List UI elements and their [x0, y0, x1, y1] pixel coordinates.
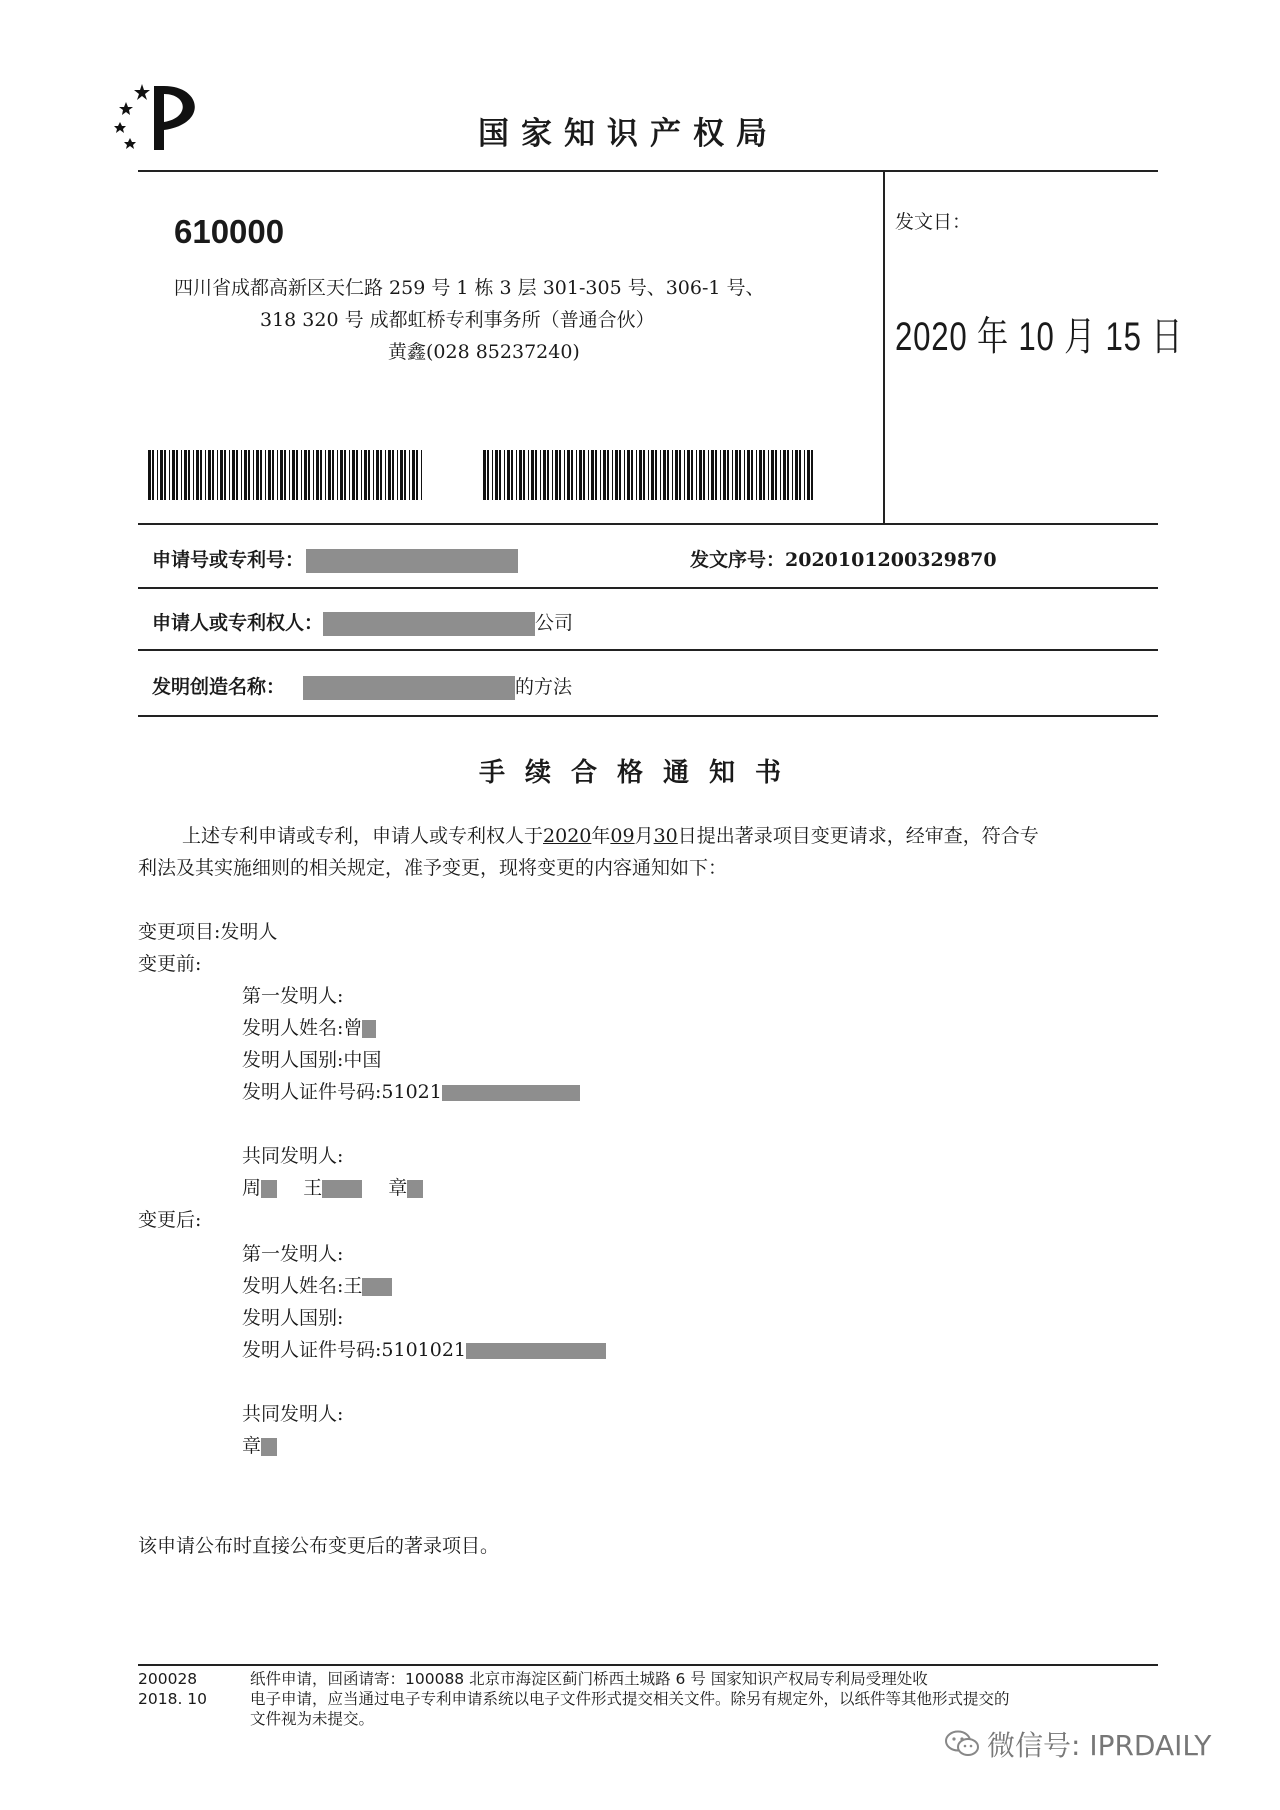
after-id-row: [242, 1334, 606, 1366]
date-column-divider: [883, 170, 885, 524]
serial-row: [690, 545, 997, 572]
cnipa-logo: [112, 82, 212, 152]
footer-line-2: 电子申请，应当通过电子专利申请系统以电子文件形式提交相关文件。除另有规定外，以纸件等其他形式提交的: [250, 1690, 1010, 1708]
watermark-text: 微信号: IPRDAILY: [987, 1729, 1212, 1762]
intro-line-2: 利法及其实施细则的相关规定，准予变更，现将变更的内容通知如下：: [138, 857, 728, 879]
after-name: 发明人姓名:王: [242, 1275, 363, 1297]
after-name-row: [242, 1270, 392, 1302]
serial-label: 发文序号：: [690, 549, 786, 571]
closing-note: 该申请公布时直接公布变更后的著录项目。: [138, 1535, 500, 1557]
header-divider: [138, 170, 1158, 172]
before-label: 变更前:: [138, 953, 202, 975]
barcode-2: [483, 450, 817, 500]
before-nationality: 发明人国别:中国: [242, 1049, 382, 1071]
field-divider-2: [138, 587, 1158, 589]
footer-code-2: 2018. 10: [138, 1690, 208, 1708]
application-number-row: [152, 545, 518, 573]
applicant-row: [152, 608, 573, 636]
change-item: 变更项目:发明人: [138, 921, 278, 943]
footer-line-3: 文件视为未提交。: [250, 1710, 375, 1728]
footer-divider: [138, 1664, 1158, 1666]
redacted-id: [466, 1343, 606, 1359]
issue-date: 2020 年 10 月 15 日: [895, 315, 1184, 359]
barcode-1: [148, 450, 426, 500]
redacted-id: [442, 1085, 580, 1101]
contact: 黄鑫(028 85237240): [388, 341, 580, 363]
footer-code-1: 200028: [138, 1670, 198, 1688]
intro-line-1: 上述专利申请或专利，申请人或专利权人于2020年09月30日提出著录项目变更请求，经审查，符合专: [182, 825, 1039, 847]
before-name: 发明人姓名:曾: [242, 1017, 363, 1039]
redacted-applicant: [323, 612, 535, 636]
before-first-inventor: 第一发明人:: [242, 985, 344, 1007]
postcode: 610000: [174, 213, 285, 250]
redacted-name: [362, 1278, 392, 1296]
invention-suffix: 的方法: [515, 676, 573, 698]
before-name-row: [242, 1012, 376, 1044]
after-first-inventor: 第一发明人:: [242, 1243, 344, 1265]
address-line-2: 318 320 号 成都虹桥专利事务所（普通合伙）: [260, 309, 655, 331]
address-line-1: 四川省成都高新区天仁路 259 号 1 栋 3 层 301-305 号、306-1 号、: [174, 277, 765, 299]
after-co-label: 共同发明人:: [242, 1403, 344, 1425]
invention-label: 发明创造名称：: [152, 676, 286, 698]
redacted-name: [362, 1020, 376, 1038]
field-divider-1: [138, 523, 1158, 525]
invention-row: [152, 672, 572, 700]
wechat-watermark: [945, 1724, 1211, 1764]
agency-name: 国家知识产权局: [478, 116, 779, 152]
after-label: 变更后:: [138, 1209, 202, 1231]
applicant-label: 申请人或专利权人：: [152, 612, 324, 634]
footer-line-1: 纸件申请，回函请寄：100088 北京市海淀区蓟门桥西土城路 6 号 国家知识产权局专利局受理处收: [250, 1670, 928, 1688]
redacted-invention-name: [303, 676, 515, 700]
before-id-row: [242, 1076, 580, 1108]
application-number-label: 申请号或专利号：: [152, 549, 305, 571]
after-id: 发明人证件号码:5101021: [242, 1339, 467, 1361]
issue-date-label: 发文日：: [895, 211, 972, 233]
serial-value: 2020101200329870: [785, 549, 997, 571]
before-id: 发明人证件号码:51021: [242, 1081, 442, 1103]
field-divider-4: [138, 715, 1158, 717]
notice-title: 手续合格通知书: [478, 758, 801, 788]
after-co-names: 章: [242, 1430, 277, 1462]
before-co-label: 共同发明人:: [242, 1145, 344, 1167]
field-divider-3: [138, 649, 1158, 651]
redacted-application-number: [306, 549, 518, 573]
after-nationality: 发明人国别:: [242, 1307, 344, 1329]
wechat-icon: [945, 1730, 979, 1758]
applicant-suffix: 公司: [535, 612, 574, 634]
before-co-names: 周 王 章: [242, 1172, 423, 1204]
